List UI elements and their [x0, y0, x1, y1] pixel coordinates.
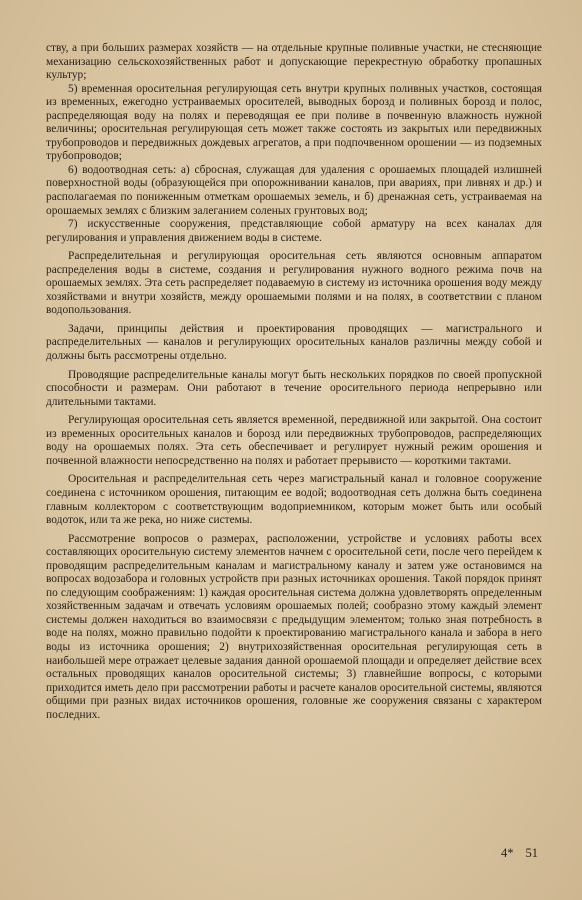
paragraph: Задачи, принципы действия и проектирования проводящих — магистрального и распределительных — каналов и регулирующих оросительных каналов различны между собой и должны быть рассмотрены отдельно. [46, 322, 542, 363]
paragraph: 5) временная оросительная регулирующая сеть внутри крупных поливных участков, состоящая из временных, ежегодно устраиваемых оросителей, выводных борозд и поливных борозд и полос, распределяющая воду на полях и переводящая ее при поливе в почвенную влажность нужной величины; оросительная регулирующая сеть может также состоять из закрытых или передвижных трубопроводов и передвижных дождевых агрегатов, а при подпочвенном орошении — из подземных трубопроводов; [46, 82, 542, 163]
page-number: 51 [525, 846, 538, 860]
paragraph: Проводящие распределительные каналы могут быть нескольких порядков по своей пропускной способности и размерам. Они работают в течение оросительного периода непрерывно или длительными тактами. [46, 368, 542, 408]
paragraph: Регулирующая оросительная сеть является временной, передвижной или закрытой. Она состоит из временных оросительных каналов и борозд или передвижных трубопроводов, распределяющих воду на орошаемых полях. Эта сеть обеспечивает и регулирует нужный режим орошения и почвенной влажности непосредственно на полях и работает прерывисто — короткими тактами. [46, 414, 542, 467]
paragraph: ству, а при больших размерах хозяйств — на отдельные крупные поливные участки, не стесняющие механизацию сельскохозяйственных работ и допускающие перекрестную обработку пропашных культур; [46, 42, 542, 82]
paragraph: 6) водоотводная сеть: а) сбросная, служащая для удаления с орошаемых площадей излишней поверхностной воды (образующейся при опорожнивании каналов, при авариях, при ливнях и др.) и располагаемая по пониженным отметкам орошаемых земель, и б) дренажная сеть, устраиваемая на орошаемых землях с близким залеганием соленых грунтовых вод; [46, 163, 542, 217]
page-footer [489, 846, 538, 861]
paragraph: Распределительная и регулирующая оросительная сеть являются основным аппаратом распределения воды в системе, создания и регулирования нужного водного режима почв на орошаемых землях. Эта сеть распределяет подаваемую в систему из источника орошения воду между хозяйствами и внутри хозяйств, между орошаемыми полями и на полях, в соответствии с планом водопользования. [46, 250, 542, 317]
paragraph: Рассмотрение вопросов о размерах, расположении, устройстве и условиях работы всех составляющих оросительную систему элементов начнем с оросительной сети, после чего перейдем к проводящим распределительным каналам и магистральному каналу и затем уже остановимся на вопросах водозабора и головных устройств при разных источниках орошения. Такой порядок принят по следующим соображениям: 1) каждая оросительная система должна удовлетворять определенным хозяйственным задачам и отвечать условиям орошаемых полей; сообразно этому каждый элемент системы должен находиться во взаимосвязи с предыдущим элементом; только зная потребность в воде на полях, можно правильно подойти к проектированию магистрального канала и забора в него воды из источника орошения; 2) внутрихозяйственная оросительная регулирующая сеть в наибольшей мере отражает целевые задания данной орошаемой площади и определяет действие всех остальных проводящих каналов оросительной системы; 3) главнейшие вопросы, с которыми приходится иметь дело при рассмотрении работы и расчете каналов оросительной системы, являются общими при разных видах источников орошения, головные же сооружения связаны с характером последних. [46, 532, 542, 721]
page-body-text [46, 42, 542, 722]
signature-mark: 4* [501, 846, 514, 860]
paragraph: 7) искусственные сооружения, представляющие собой арматуру на всех каналах для регулирования и управления движением воды в системе. [46, 218, 542, 244]
paragraph: Оросительная и распределительная сеть через магистральный канал и головное сооружение соединена с источником орошения, питающим ее водой; водоотводная сеть должна быть соединена главным коллектором с соответствующим водоприемником, которым может быть или особый водоток, или та же река, но ниже системы. [46, 473, 542, 527]
